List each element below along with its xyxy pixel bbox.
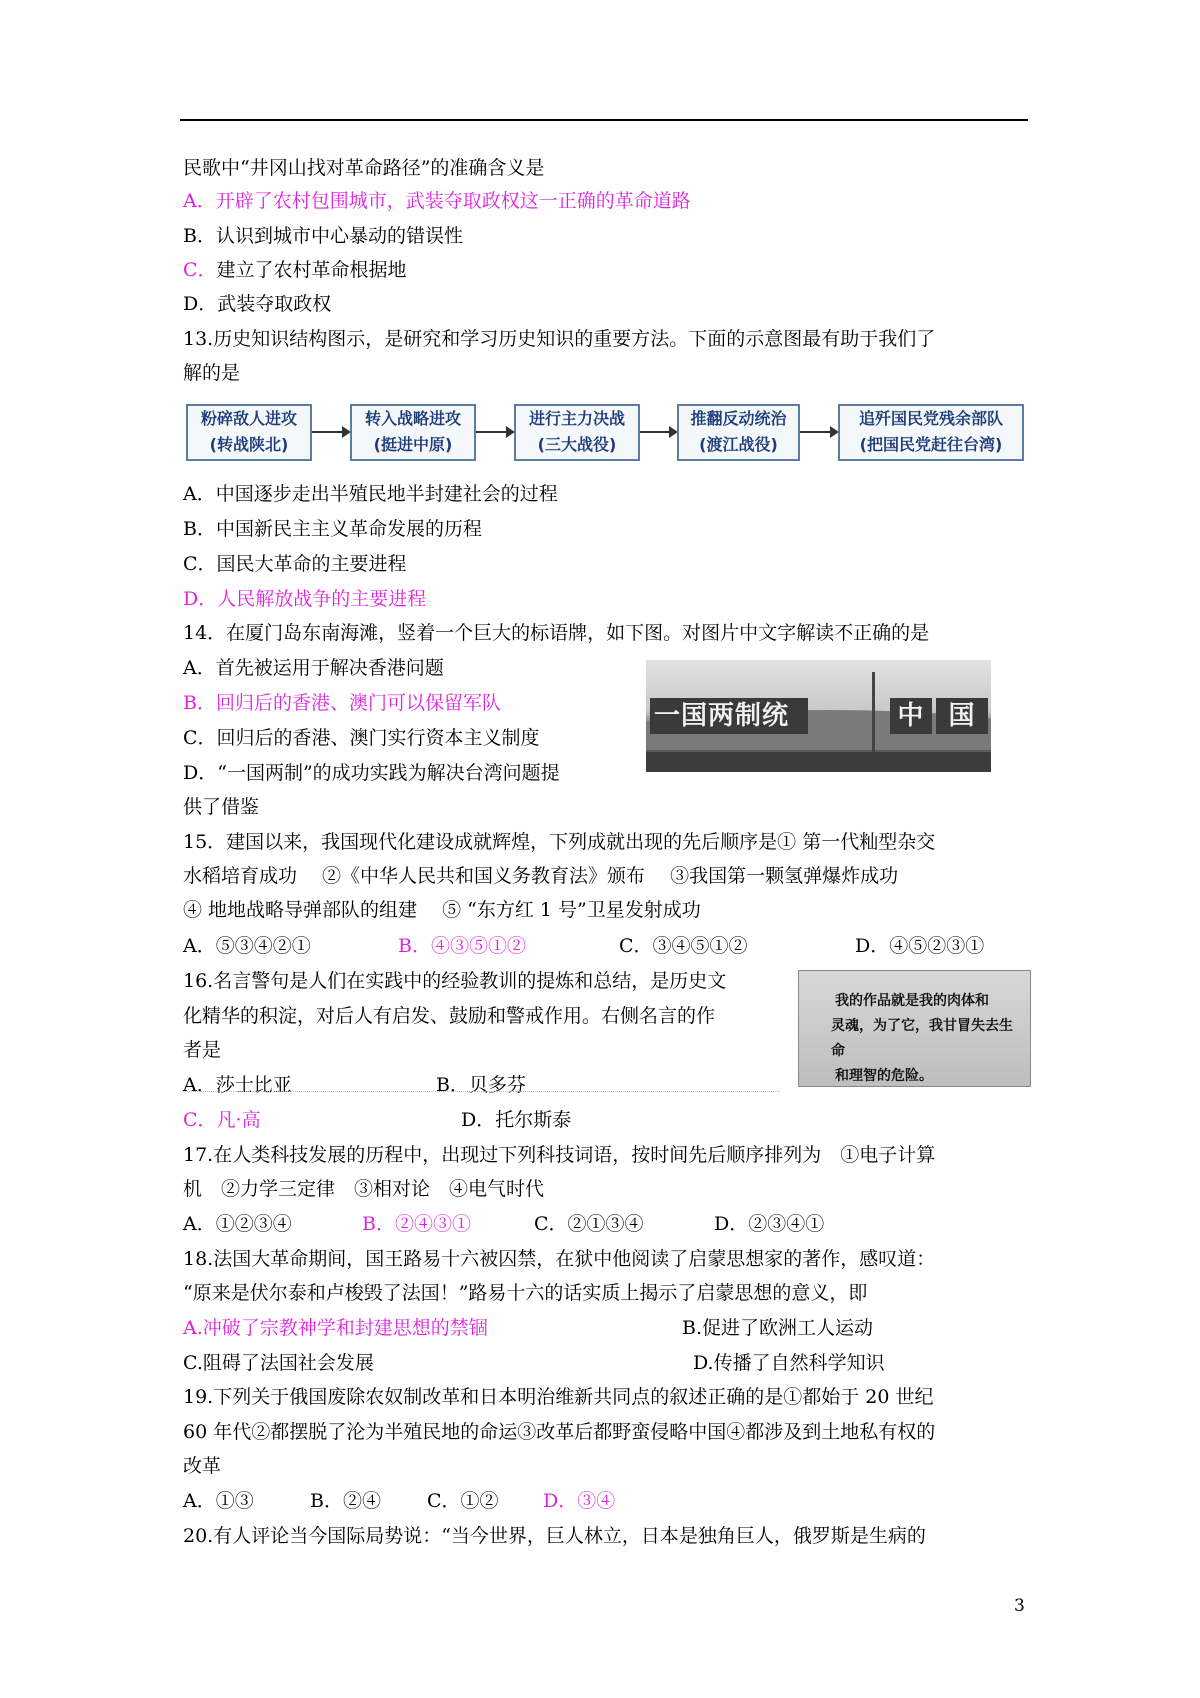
- page-number: 3: [1014, 1596, 1025, 1616]
- quote-card: [798, 970, 1031, 1087]
- flow-step-2: 转入战略进攻 (挺进中原): [350, 404, 476, 461]
- q19-line2: 60 年代②都摆脱了沦为半殖民地的命运③改革后都野蛮侵略中国④都涉及到土地私有权的: [183, 1421, 936, 1443]
- q14-option-c: C．回归后的香港、澳门实行资本主义制度: [183, 727, 540, 749]
- billboard-sign-text: 一国两制统: [650, 698, 808, 734]
- q13-option-c: C．国民大革命的主要进程: [183, 553, 407, 575]
- q16-option-b: B．贝多芬: [436, 1074, 526, 1096]
- q15-option-a: A．⑤③④②①: [183, 935, 311, 957]
- q16-line1: 16.名言警句是人们在实践中的经验教训的提炼和总结，是历史文: [183, 970, 727, 992]
- dotted-divider: [183, 1091, 780, 1092]
- q13-stem-line1: 13.历史知识结构图示，是研究和学习历史知识的重要方法。下面的示意图最有助于我们了: [183, 328, 936, 350]
- q17-option-b: B．②④③①: [362, 1213, 471, 1235]
- q19-line3: 改革: [183, 1455, 222, 1477]
- q15-line3: ④ 地地战略导弹部队的组建 ⑤ “东方红 1 号”卫星发射成功: [183, 899, 701, 921]
- q17-option-c: C．②①③④: [534, 1213, 644, 1235]
- flow-step-4: 推翻反动统治 (渡江战役): [677, 404, 800, 461]
- q18-line1: 18.法国大革命期间，国王路易十六被囚禁，在狱中他阅读了启蒙思想家的著作，感叹道：: [183, 1248, 936, 1270]
- quote-line: 我的作品就是我的肉体和: [835, 993, 989, 1009]
- q16-line3: 者是: [183, 1039, 222, 1061]
- q17-option-d: D．②③④①: [714, 1213, 825, 1235]
- q14-option-d-tail: 供了借鉴: [183, 796, 260, 818]
- flow-arrow: [312, 431, 349, 433]
- q14-option-a: A．首先被运用于解决香港问题: [183, 657, 444, 679]
- q18-option-d: D.传播了自然科学知识: [693, 1352, 885, 1374]
- q13-option-a: A．中国逐步走出半殖民地半封建社会的过程: [183, 483, 558, 505]
- q15-option-c: C．③④⑤①②: [619, 935, 748, 957]
- flow-step-1: 粉碎敌人进攻 (转战陕北): [186, 404, 312, 461]
- q12-option-d: D．武装夺取政权: [183, 293, 332, 315]
- q17-line1: 17.在人类科技发展的历程中，出现过下列科技词语，按时间先后顺序排列为 ①电子计算: [183, 1144, 936, 1166]
- q18-line2: “原来是伏尔泰和卢梭毁了法国！”路易十六的话实质上揭示了启蒙思想的意义，即: [183, 1282, 868, 1304]
- q16-option-d: D．托尔斯泰: [461, 1109, 572, 1131]
- q12-option-c: C．建立了农村革命根据地: [183, 259, 407, 281]
- flow-step-5: 追歼国民党残余部队 (把国民党赶往台湾): [838, 404, 1024, 461]
- quote-line: 和理智的危险。: [835, 1068, 933, 1084]
- q12-stem: 民歌中“井冈山找对革命路径”的准确含义是: [183, 157, 545, 179]
- billboard-sign-text: 中: [890, 698, 932, 734]
- q16-option-c: C．凡·高: [183, 1109, 261, 1131]
- flow-arrow: [476, 431, 513, 433]
- billboard-photo: [646, 660, 991, 772]
- q17-line2: 机 ②力学三定律 ③相对论 ④电气时代: [183, 1178, 545, 1200]
- q15-option-b: B．④③⑤①②: [398, 935, 526, 957]
- q20-line1: 20.有人评论当今国际局势说：“当今世界，巨人林立，日本是独角巨人，俄罗斯是生病的: [183, 1525, 926, 1547]
- q15-line1: 15．建国以来，我国现代化建设成就辉煌，下列成就出现的先后顺序是① 第一代籼型杂交: [183, 831, 936, 853]
- q18-option-a: A.冲破了宗教神学和封建思想的禁锢: [183, 1317, 488, 1339]
- q13-option-b: B．中国新民主主义革命发展的历程: [183, 518, 482, 540]
- q12-option-b: B．认识到城市中心暴动的错误性: [183, 225, 463, 247]
- q18-option-b: B.促进了欧洲工人运动: [682, 1317, 874, 1339]
- q14-stem: 14．在厦门岛东南海滩，竖着一个巨大的标语牌，如下图。对图片中文字解读不正确的是: [183, 622, 930, 644]
- q17-option-a: A．①②③④: [183, 1213, 292, 1235]
- q13-option-d: D．人民解放战争的主要进程: [183, 588, 427, 610]
- q15-line2: 水稻培育成功 ②《中华人民共和国义务教育法》颁布 ③我国第一颗氢弹爆炸成功: [183, 865, 899, 887]
- q16-line2: 化精华的积淀，对后人有启发、鼓励和警戒作用。右侧名言的作: [183, 1005, 716, 1027]
- header-rule: [180, 119, 1028, 121]
- quote-line: 灵魂，为了它，我甘冒失去生命: [831, 1018, 1013, 1059]
- q18-option-c: C.阻碍了法国社会发展: [183, 1352, 374, 1374]
- q19-line1: 19.下列关于俄国废除农奴制改革和日本明治维新共同点的叙述正确的是①都始于 20 世纪: [183, 1386, 934, 1408]
- q15-option-d: D．④⑤②③①: [855, 935, 985, 957]
- flow-arrow: [640, 431, 676, 433]
- q14-option-b: B．回归后的香港、澳门可以保留军队: [183, 692, 501, 714]
- flow-step-3: 进行主力决战 (三大战役): [514, 404, 640, 461]
- q14-option-d: D．“一国两制”的成功实践为解决台湾问题提: [183, 762, 560, 784]
- q19-option-b: B．②④: [310, 1490, 381, 1512]
- q13-stem-line2: 解的是: [183, 362, 241, 384]
- q19-option-d: D．③④: [543, 1490, 616, 1512]
- q12-option-a: A．开辟了农村包围城市，武装夺取政权这一正确的革命道路: [183, 190, 691, 212]
- q16-option-a: A．莎士比亚: [183, 1074, 292, 1096]
- flow-arrow: [800, 431, 837, 433]
- billboard-sign-text: 国: [936, 698, 988, 734]
- q19-option-a: A．①③: [183, 1490, 254, 1512]
- q19-option-c: C．①②: [427, 1490, 499, 1512]
